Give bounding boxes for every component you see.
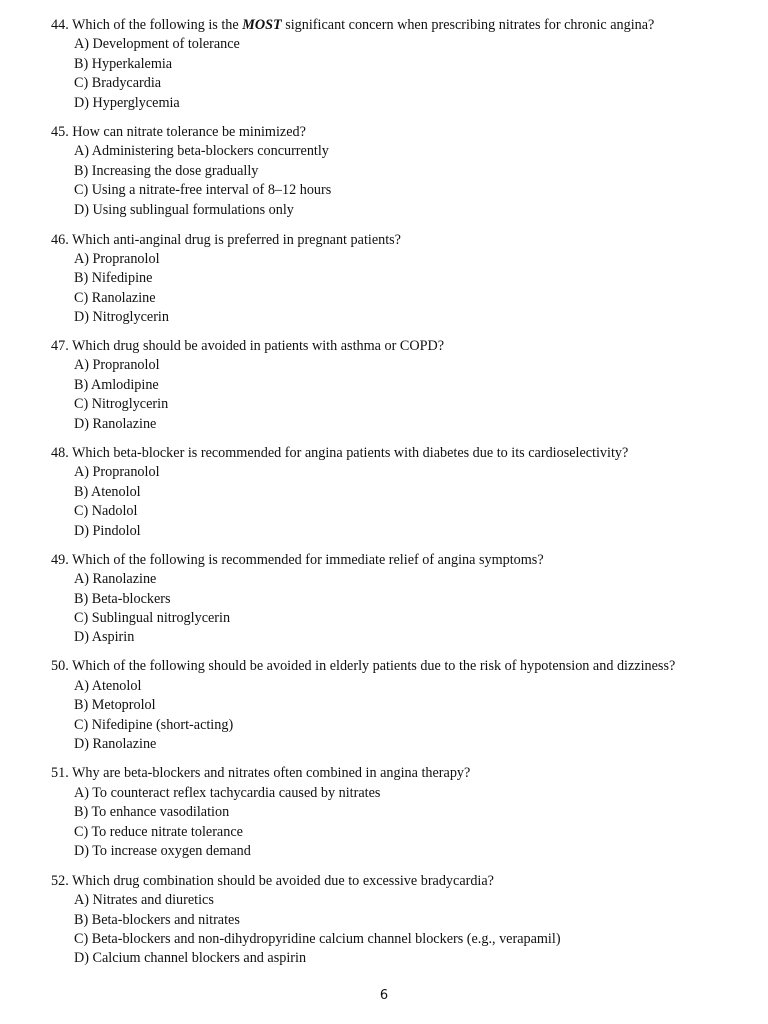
option-d: D) Using sublingual formulations only <box>74 202 294 218</box>
option-b: B) Hyperkalemia <box>74 56 173 72</box>
question-stem <box>51 551 544 570</box>
option-d: D) Calcium channel blockers and aspirin <box>74 950 307 966</box>
stem-text: Which of the following is the <box>72 17 243 33</box>
option-b: B) Atenolol <box>74 484 141 500</box>
option-a: A) Propranolol <box>74 357 160 373</box>
stem-text: Which of the following is recommended for immediate relief of angina symptoms? <box>72 552 544 568</box>
option-b: B) Nifedipine <box>74 270 153 286</box>
option-a: A) Propranolol <box>74 464 160 480</box>
question-stem <box>51 123 306 142</box>
option-c: C) Ranolazine <box>74 290 156 306</box>
question-number: 50. <box>51 658 69 674</box>
question-number: 52. <box>51 873 69 889</box>
stem-text-end: significant concern when prescribing nitrates for chronic angina? <box>281 17 655 33</box>
option-c: C) Nadolol <box>74 503 138 519</box>
stem-text: Why are beta-blockers and nitrates often combined in angina therapy? <box>72 765 471 781</box>
option-d: D) Ranolazine <box>74 736 157 752</box>
question-number: 46. <box>51 232 69 248</box>
stem-text: How can nitrate tolerance be minimized? <box>72 124 306 140</box>
option-c: C) Sublingual nitroglycerin <box>74 610 231 626</box>
question-number: 48. <box>51 445 69 461</box>
question-stem <box>51 657 675 676</box>
stem-text: Which drug combination should be avoided due to excessive bradycardia? <box>72 873 494 889</box>
option-c: C) Bradycardia <box>74 75 162 91</box>
question-number: 47. <box>51 338 69 354</box>
option-d: D) Pindolol <box>74 523 141 539</box>
option-c: C) Nifedipine (short-acting) <box>74 717 234 733</box>
stem-text: Which anti-anginal drug is preferred in pregnant patients? <box>72 232 401 248</box>
option-a: A) Ranolazine <box>74 571 157 587</box>
option-b: B) Metoprolol <box>74 697 156 713</box>
option-c: C) Beta-blockers and non-dihydropyridine calcium channel blockers (e.g., verapamil) <box>74 931 561 947</box>
option-a: A) Atenolol <box>74 678 142 694</box>
option-a: A) Development of tolerance <box>74 36 240 52</box>
option-a: A) Administering beta-blockers concurrently <box>74 143 329 159</box>
option-a: A) Nitrates and diuretics <box>74 892 214 908</box>
option-b: B) Amlodipine <box>74 377 159 393</box>
option-b: B) Increasing the dose gradually <box>74 163 259 179</box>
question-stem <box>51 231 401 250</box>
option-b: B) Beta-blockers <box>74 591 171 607</box>
question-number: 49. <box>51 552 69 568</box>
option-a: A) Propranolol <box>74 251 160 267</box>
option-d: D) To increase oxygen demand <box>74 843 251 859</box>
question-stem <box>51 872 494 891</box>
option-d: D) Hyperglycemia <box>74 95 180 111</box>
question-number: 51. <box>51 765 69 781</box>
page-number: 6 <box>379 988 389 1003</box>
stem-text: Which beta-blocker is recommended for angina patients with diabetes due to its cardioselectivity? <box>72 445 629 461</box>
option-c: C) Using a nitrate-free interval of 8–12 hours <box>74 182 332 198</box>
option-a: A) To counteract reflex tachycardia caused by nitrates <box>74 785 381 801</box>
question-number: 44. <box>51 17 69 33</box>
stem-emphasis: MOST <box>242 17 282 33</box>
option-b: B) Beta-blockers and nitrates <box>74 912 240 928</box>
option-c: C) Nitroglycerin <box>74 396 169 412</box>
option-d: D) Nitroglycerin <box>74 309 169 325</box>
question-stem <box>51 764 470 783</box>
option-c: C) To reduce nitrate tolerance <box>74 824 243 840</box>
question-stem <box>51 444 628 463</box>
question-number: 45. <box>51 124 69 140</box>
stem-text: Which of the following should be avoided in elderly patients due to the risk of hypotension and dizziness? <box>72 658 676 674</box>
question-stem <box>51 337 444 356</box>
question-stem <box>51 16 654 35</box>
stem-text: Which drug should be avoided in patients with asthma or COPD? <box>72 338 444 354</box>
option-b: B) To enhance vasodilation <box>74 804 230 820</box>
option-d: D) Ranolazine <box>74 416 157 432</box>
option-d: D) Aspirin <box>74 629 135 645</box>
